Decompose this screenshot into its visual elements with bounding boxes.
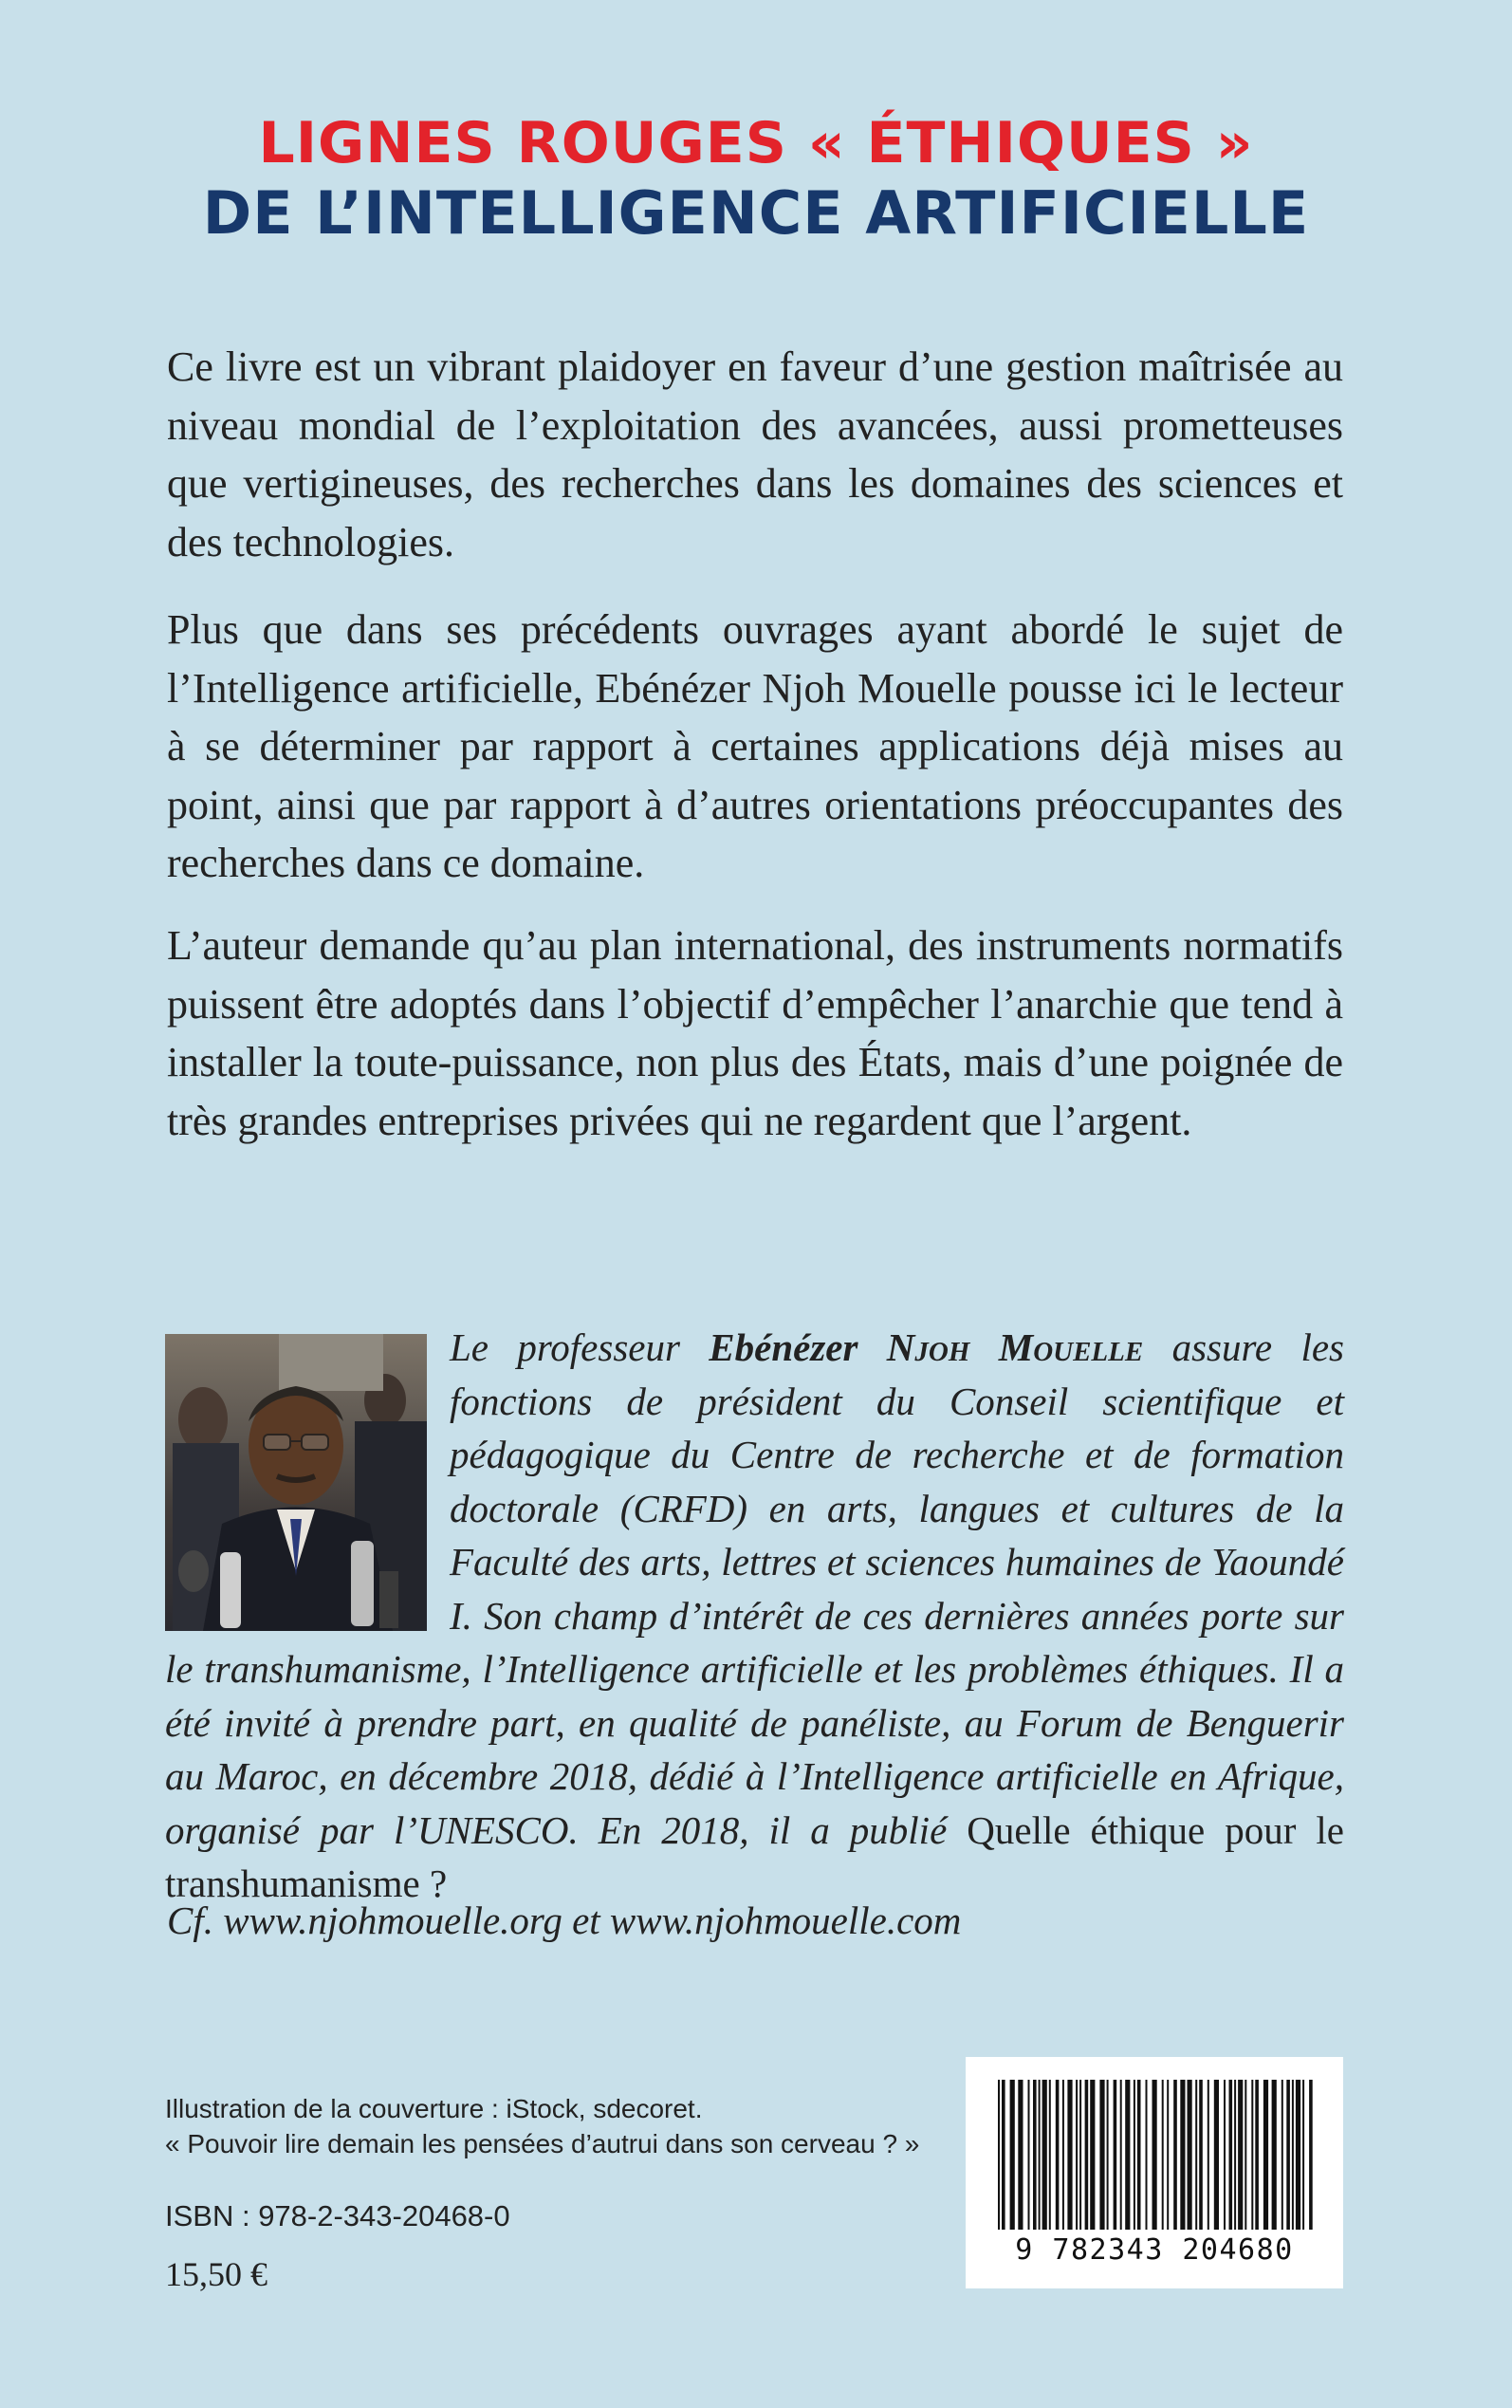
barcode-bar [1272,2080,1277,2230]
barcode-bar [1162,2080,1164,2230]
barcode-bar [1010,2080,1015,2230]
barcode-bar [1180,2080,1185,2230]
summary-paragraph-3: L’auteur demande qu’au plan international, des instruments normatifs puissent être adoptés dans l’objectif d’empêcher l’anarchie que tend à installer la toute-puissance, non plus des États, mais d’une poignée de très grandes entreprises privées qui ne regardent que l’argent. [167,922,1343,1144]
barcode-bar [1146,2080,1148,2230]
author-websites: Cf. www.njohmouelle.org et www.njohmouelle.com [167,1899,962,1942]
barcode-bar [1002,2080,1005,2230]
title-line-1: LIGNES ROUGES « ÉTHIQUES » [258,110,1254,176]
barcode-bar [1018,2080,1023,2230]
barcode-bar [1107,2080,1109,2230]
cover-credit-line-1: Illustration de la couverture : iStock, sdecoret. [165,2094,703,2123]
cover-credit [165,2091,919,2161]
photo-spacer [165,1321,450,1629]
barcode-bar [1114,2080,1117,2230]
book-title: Quelle éthique pour le transhumanisme ? [165,1807,1344,1905]
barcode-bar [1033,2080,1037,2230]
barcode-bar [1120,2080,1122,2230]
barcode-bar [1214,2080,1219,2230]
isbn: ISBN : 978-2-343-20468-0 [165,2199,510,2232]
barcode-bar [1245,2080,1246,2230]
barcode-bar [1251,2080,1253,2230]
barcode-bar [1229,2080,1233,2230]
price: 15,50 € [165,2255,267,2293]
barcode-bar [1056,2080,1060,2230]
cover-credit-line-2: « Pouvoir lire demain les pensées d’autrui dans son cerveau ? » [165,2129,920,2158]
barcode-bar [1039,2080,1041,2230]
barcode-bar [1076,2080,1078,2230]
barcode-bar [1255,2080,1259,2230]
barcode-bar [1292,2080,1294,2230]
barcode-bar [1134,2080,1135,2230]
barcode-bar [1067,2080,1072,2230]
bio-intro: Le professeur [450,1325,710,1369]
barcode-bar [1167,2080,1169,2230]
barcode-bar [1152,2080,1157,2230]
barcode-digits: 9 782343 204680 [1015,2233,1294,2267]
author-first-name: Ebénézer [709,1325,858,1369]
barcode-bar [1282,2080,1283,2230]
barcode-bar [1224,2080,1226,2230]
barcode-bar [1302,2080,1304,2230]
summary-paragraph-1: Ce livre est un vibrant plaidoyer en faveur d’une gestion maîtrisée au niveau mondial de l’exploitation des avancées, aussi prometteuses que vertigineuses, des recherches dans les domaines des sciences et des technologies. [167,343,1343,565]
barcode-bar [1042,2080,1047,2230]
barcode-bar [1296,2080,1300,2230]
barcode-bar [1195,2080,1197,2230]
author-name [709,1325,1143,1369]
barcode-bar [1263,2080,1268,2230]
barcode-bar [1099,2080,1104,2230]
barcode-bar [1173,2080,1177,2230]
barcode-bar [1028,2080,1030,2230]
barcode-bar [1238,2080,1243,2230]
bio-body: assure les fonctions de président du Conseil scientifique et pédagogique du Centre de recherche et de formation doctorale (CRFD) en arts, langues et cultures de la Faculté des arts, lettres et sciences humaines de Yaoundé I. Son champ d’intérêt de ces dernières années porte sur le transhumanisme, l’Intelligence artificielle et les problèmes éthiques. Il a été invité à prendre part, en qualité de panéliste, au Forum de Benguerir au Maroc, en décembre 2018, dédié à l’Intelligence artificielle en Afrique, organisé par l’UNESCO. En 2018, il a publié [165,1325,1344,1852]
barcode-bar [1286,2080,1290,2230]
barcode-bar [1309,2080,1313,2230]
barcode-bar [1234,2080,1236,2230]
title-line-2: DE L’INTELLIGENCE ARTIFICIELLE [202,178,1310,248]
author-bio [165,1321,1344,1911]
summary-paragraph-2: Plus que dans ses précédents ouvrages ayant abordé le sujet de l’Intelligence artificielle, Ebénézer Njoh Mouelle pousse ici le lecteur à se déterminer par rapport à certaines applications déjà mises au point, ainsi que par rapport à d’autres orientations préoccupantes des recherches dans ce domaine. [167,606,1343,886]
author-last-name: Njoh Mouelle [886,1325,1144,1369]
barcode-bar [1085,2080,1089,2230]
barcode-bar [1208,2080,1209,2230]
barcode-bar [1049,2080,1051,2230]
barcode-bar [1125,2080,1130,2230]
barcode-bar [998,2080,1000,2230]
barcode-bar [1079,2080,1081,2230]
barcode-bar [1188,2080,1192,2230]
barcode-bar [1199,2080,1203,2230]
barcode-bar [1137,2080,1141,2230]
barcode-bar [1090,2080,1095,2230]
barcode [966,2057,1343,2288]
barcode-bar [1062,2080,1064,2230]
